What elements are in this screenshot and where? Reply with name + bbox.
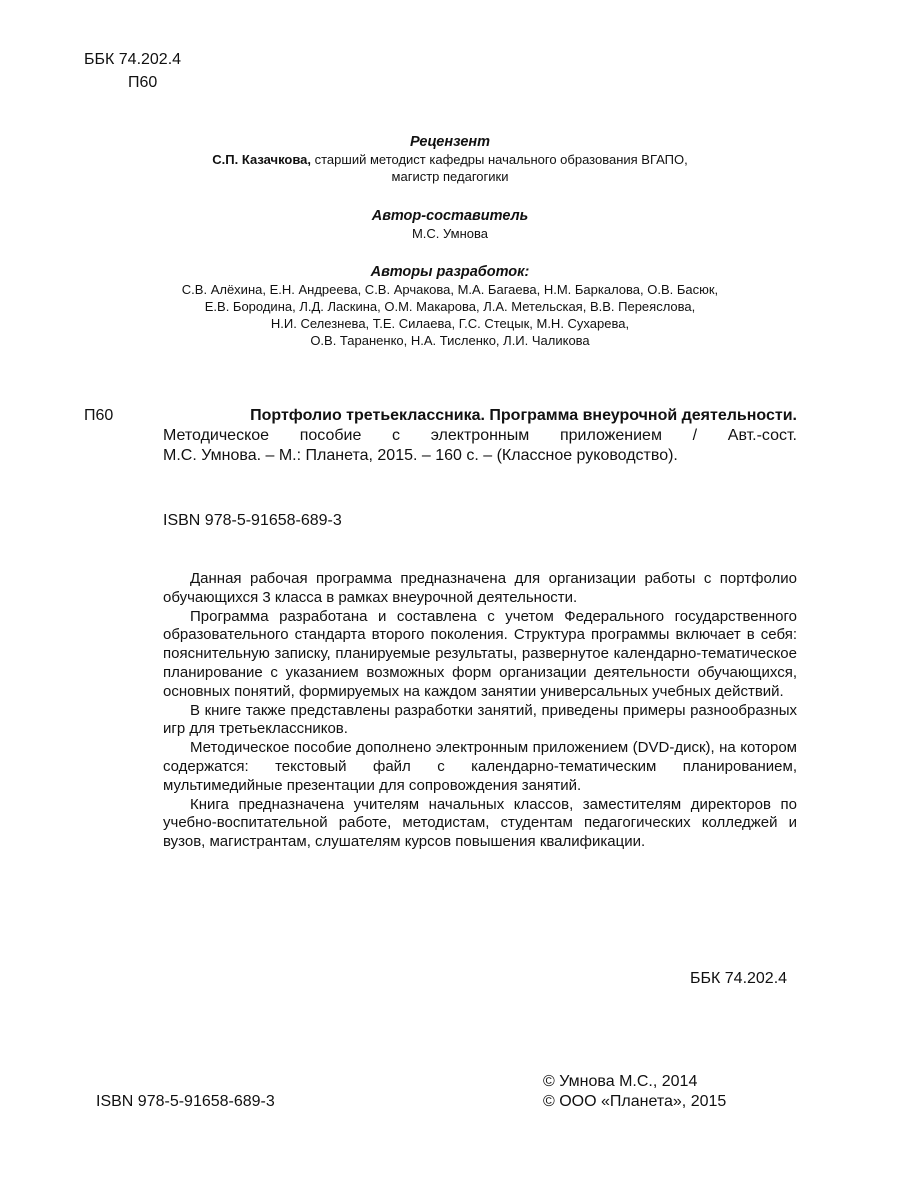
isbn-citation: ISBN 978-5-91658-689-3: [163, 512, 342, 529]
reviewer-line-1: [80, 151, 820, 168]
authors-heading: Авторы разработок:: [370, 264, 530, 280]
book-title: Портфолио третьеклассника. Программа внеурочной деятельности.: [250, 407, 797, 424]
compiler-block: [80, 207, 820, 242]
authors-line: Н.И. Селезнева, Т.Е. Силаева, Г.С. Стецык, М.Н. Сухарева,: [270, 316, 630, 331]
copyright-block: [543, 1072, 726, 1112]
authors-line: Е.В. Бородина, Л.Д. Ласкина, О.М. Макарова, Л.А. Метельская, В.В. Переяслова,: [204, 299, 696, 314]
abstract-paragraph: Программа разработана и составлена с учетом Федерального государственного образовательного стандарта второго поколения. Структура программы включает в себя: пояснительную записку, планируемые результаты, развернутое календарно-тематическое планирование с указанием возможных форм организации деятельности обучающихся, основных понятий, формируемых на каждом занятии универсальных учебных действий.: [163, 607, 797, 700]
abstract-paragraph: Методическое пособие дополнено электронным приложением (DVD-диск), на котором содержатся: текстовый файл с календарно-тематическим планированием, мультимедийные презентации для сопровождения занятий.: [163, 739, 797, 794]
abstract-paragraph: Данная рабочая программа предназначена для организации работы с портфолио обучающихся 3 класса в рамках внеурочной деятельности.: [163, 570, 797, 606]
reviewer-title: старший методист кафедры начального образования ВГАПО,: [311, 152, 688, 167]
compiler-heading: Автор-составитель: [371, 208, 529, 224]
abstract-paragraph: Книга предназначена учителям начальных классов, заместителям директоров по учебно-воспитательной работе, методистам, студентам педагогических колледжей и вузов, магистрантам, слушателям курсов повышения квалификации.: [163, 795, 797, 851]
compiler-name: М.С. Умнова: [411, 226, 489, 241]
reviewer-line-2: магистр педагогики: [391, 169, 509, 184]
authors-block: [80, 263, 820, 349]
reviewer-heading: Рецензент: [409, 134, 491, 150]
isbn-footer: ISBN 978-5-91658-689-3: [96, 1093, 275, 1110]
citation-line: М.С. Умнова. – М.: Планета, 2015. – 160 с. – (Классное руководство).: [163, 447, 678, 464]
bibliographic-citation: [163, 406, 797, 466]
reviewer-block: [80, 133, 820, 185]
copyright-publisher: © ООО «Планета», 2015: [543, 1093, 727, 1110]
author-sign-citation: П60: [84, 407, 114, 424]
abstract: [163, 570, 797, 852]
copyright-author: © Умнова М.С., 2014: [543, 1073, 698, 1090]
authors-line: О.В. Тараненко, Н.А. Тисленко, Л.И. Чаликова: [310, 333, 590, 348]
reviewer-name: С.П. Казачкова,: [212, 152, 312, 167]
abstract-paragraph: В книге также представлены разработки занятий, приведены примеры разнообразных игр для третьеклассников.: [163, 701, 797, 738]
citation-line: Методическое пособие с электронным приложением / Авт.-сост.: [163, 427, 797, 444]
authors-line: С.В. Алёхина, Е.Н. Андреева, С.В. Арчакова, М.А. Багаева, Н.М. Баркалова, О.В. Басюк,: [181, 282, 719, 297]
author-sign-top: П60: [128, 74, 158, 91]
bbk-index-bottom: ББК 74.202.4: [690, 970, 788, 987]
bbk-index-top: ББК 74.202.4: [84, 51, 182, 68]
